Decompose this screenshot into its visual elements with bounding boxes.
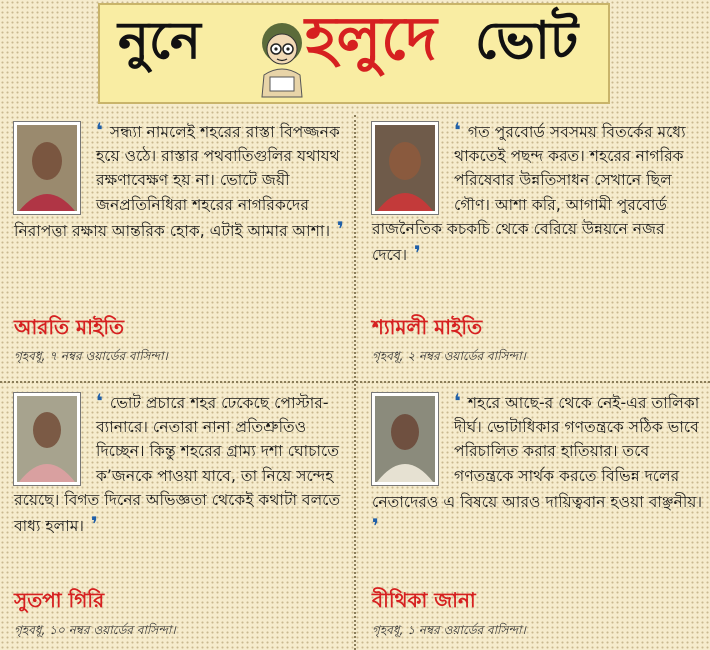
quote-text: ❛ শহরে আছে-র থেকে নেই-এর তালিকা দীর্ঘ। ভোটাধিকার গণতন্ত্রকে সঠিক ভাবে পরিচালিত করার হাতিয়ার। তবে গণতন্ত্রকে সার্থক করতে বিভিন্ন দলের নেতাদেরও এ বিষয়ে আরও দায়িত্ববান হওয়া বাঞ্ছনীয়। ❜: [372, 389, 703, 539]
quote-text: ❛ গত পুরবোর্ড সবসময় বিতর্কের মধ্যে থাকতেই পছন্দ করত। শহরের নাগরিক পরিষেবার উন্নতিসাধন সেখানে ছিল গৌণ। আশা করি, আগামী পুরবোর্ড রাজনৈতিক কচকচি থেকে বেরিয়ে উন্নয়নে নজর দেবে। ❜: [372, 118, 686, 266]
masthead-word-3: ভোট: [475, 11, 579, 71]
quote-close-icon: ❜: [330, 216, 344, 241]
quote-text: ❛ সন্ধ্যা নামলেই শহরের রাস্তা বিপজ্জনক হয়ে ওঠে। রাস্তার পথবাতিগুলির যথাযথ রক্ষণাবেক্ষণ হয় না। ভোটে জয়ী জনপ্রতিনিধিরা শহরের নাগরিকদের নিরাপত্তা রক্ষায় আন্তরিক হোক, এটাই আমার আশা। ❜: [14, 118, 344, 241]
person-name: বীথিকা জানা: [372, 588, 476, 612]
quote-open-icon: ❛: [96, 389, 110, 413]
masthead-banner: [98, 3, 610, 104]
masthead-word-2: হলুদে: [305, 4, 437, 74]
person-name: শ্যামলী মাইতি: [372, 315, 483, 339]
quote-open-icon: ❛: [454, 118, 468, 142]
person-description: গৃহবধূ, ১ নম্বর ওয়ার্ডের বাসিন্দা।: [372, 623, 526, 637]
person-description: গৃহবধূ, ২ নম্বর ওয়ার্ডের বাসিন্দা।: [372, 349, 526, 363]
masthead-word-1: নুনে: [118, 11, 201, 71]
person-description: গৃহবধূ, ৭ নম্বর ওয়ার্ডের বাসিন্দা।: [14, 349, 168, 363]
row-divider: [0, 381, 710, 383]
person-name: আরতি মাইতি: [14, 315, 125, 339]
quote-text: ❛ ভোট প্রচারে শহর ঢেকেছে পোস্টার-ব্যানারে। নেতারা নানা প্রতিশ্রুতিও দিচ্ছেন। কিন্তু শহরের গ্রাম্য দশা ঘোচাতে ক’জনকে পাওয়া যাবে, তা নিয়ে সন্দেহ রয়েছে। বিগত দিনের অভিজ্ঞতা থেকেই কথাটা বলতে বাধ্য হলাম। ❜: [14, 389, 341, 537]
quote-close-icon: ❜: [84, 512, 98, 537]
quote-open-icon: ❛: [454, 389, 468, 413]
quote-close-icon: ❜: [372, 514, 379, 539]
quote-close-icon: ❜: [407, 241, 421, 266]
quote-open-icon: ❛: [96, 118, 110, 142]
person-name: সুতপা গিরি: [14, 588, 105, 612]
person-description: গৃহবধূ, ১০ নম্বর ওয়ার্ডের বাসিন্দা।: [14, 623, 176, 637]
